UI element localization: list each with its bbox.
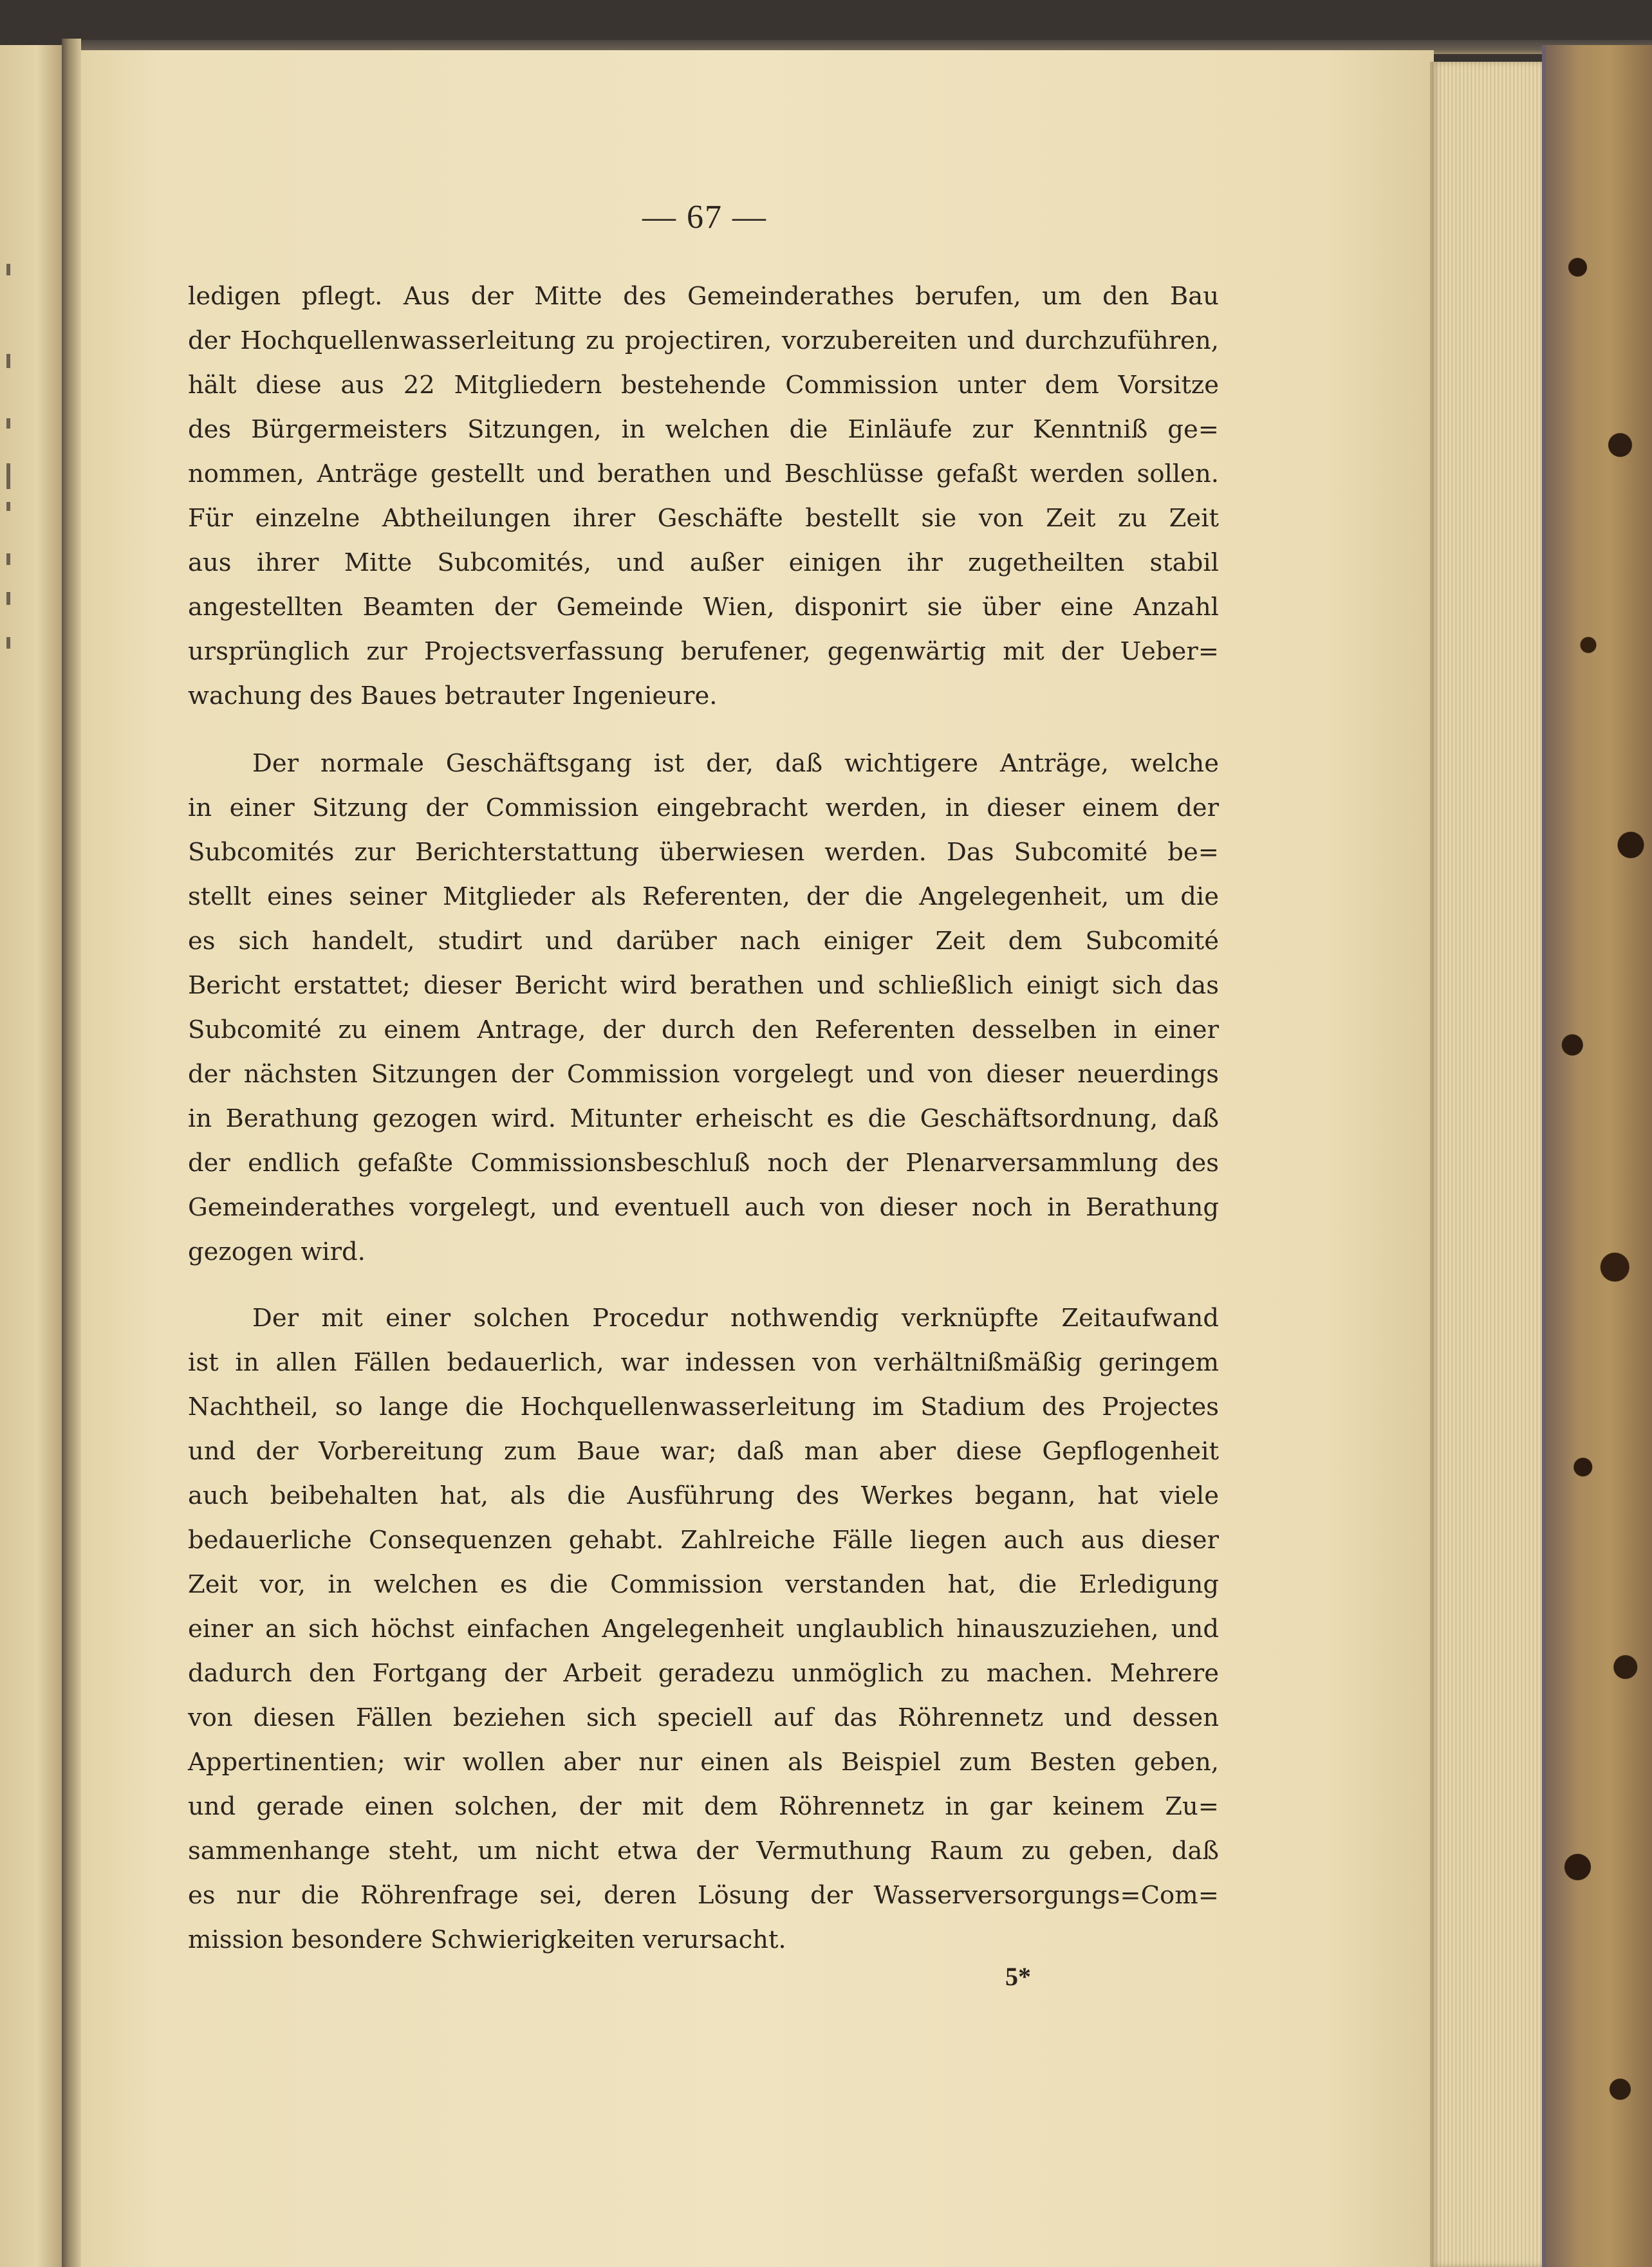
text-line: Der normale Geschäftsgang ist der, daß wichtigere Anträge, welche xyxy=(252,749,1219,778)
text-line: des Bürgermeisters Sitzungen, in welchen die Einläufe zur Kenntniß ge= xyxy=(188,415,1219,444)
bleed-mark xyxy=(6,418,10,429)
text-line: einer an sich höchst einfachen Angelegenheit unglaublich hinauszuziehen, und xyxy=(188,1615,1219,1643)
bleed-mark xyxy=(6,354,10,368)
text-line: Subcomités zur Berichterstattung überwiesen werden. Das Subcomité be= xyxy=(188,838,1219,867)
text-line: angestellten Beamten der Gemeinde Wien, disponirt sie über eine Anzahl xyxy=(188,593,1219,622)
text-line: bedauerliche Consequenzen gehabt. Zahlreiche Fälle liegen auch aus dieser xyxy=(188,1526,1219,1555)
text-line: in Berathung gezogen wird. Mitunter erheischt es die Geschäftsordnung, daß xyxy=(188,1104,1219,1133)
text-line: der endlich gefaßte Commissionsbeschluß noch der Plenarversammlung des xyxy=(188,1149,1219,1178)
text-line: mission besondere Schwierigkeiten verursacht. xyxy=(188,1925,786,1954)
text-line: aus ihrer Mitte Subcomités, und außer einigen ihr zugetheilten stabil xyxy=(188,548,1219,577)
text-line: nommen, Anträge gestellt und berathen und Beschlüsse gefaßt werden sollen. xyxy=(188,459,1219,488)
text-line: sammenhange steht, um nicht etwa der Vermuthung Raum zu geben, daß xyxy=(188,1837,1219,1865)
text-line: Gemeinderathes vorgelegt, und eventuell auch von dieser noch in Berathung xyxy=(188,1193,1219,1222)
text-line: der Hochquellenwasserleitung zu projectiren, vorzubereiten und durchzuführen, xyxy=(188,326,1219,355)
text-line: dadurch den Fortgang der Arbeit geradezu unmöglich zu machen. Mehrere xyxy=(188,1659,1219,1688)
text-line: in einer Sitzung der Commission eingebracht werden, in dieser einem der xyxy=(188,793,1219,822)
gutter-shadow xyxy=(62,39,81,2267)
text-line: hält diese aus 22 Mitgliedern bestehende Commission unter dem Vorsitze xyxy=(188,371,1219,400)
text-line: Der mit einer solchen Procedur nothwendig verknüpfte Zeitaufwand xyxy=(252,1304,1219,1333)
text-line: ursprünglich zur Projectsverfassung berufener, gegenwärtig mit der Ueber= xyxy=(188,637,1219,666)
text-line: Bericht erstattet; dieser Bericht wird berathen und schließlich einigt sich das xyxy=(188,971,1219,1000)
page-block-edge xyxy=(1430,62,1546,2267)
bleed-mark xyxy=(6,463,10,489)
facing-page-edge xyxy=(0,45,62,2267)
paragraph-1 xyxy=(188,274,1219,718)
text-line: Zeit vor, in welchen es die Commission verstanden hat, die Erledigung xyxy=(188,1570,1219,1599)
paragraph-3 xyxy=(188,1296,1219,1962)
bleed-mark xyxy=(6,637,10,649)
text-line: und der Vorbereitung zum Baue war; daß man aber diese Gepflogenheit xyxy=(188,1437,1219,1466)
marbled-cover-board xyxy=(1546,45,1652,2267)
text-line: der nächsten Sitzungen der Commission vorgelegt und von dieser neuerdings xyxy=(188,1060,1219,1089)
text-line: gezogen wird. xyxy=(188,1237,366,1266)
text-line: auch beibehalten hat, als die Ausführung des Werkes begann, hat viele xyxy=(188,1481,1219,1510)
text-line: Nachtheil, so lange die Hochquellenwasserleitung im Stadium des Projectes xyxy=(188,1393,1219,1421)
text-line: Für einzelne Abtheilungen ihrer Geschäfte bestellt sie von Zeit zu Zeit xyxy=(188,504,1219,533)
text-line: es sich handelt, studirt und darüber nach einiger Zeit dem Subcomité xyxy=(188,927,1219,956)
text-line: wachung des Baues betrauter Ingenieure. xyxy=(188,681,718,710)
text-line: stellt eines seiner Mitglieder als Referenten, der die Angelegenheit, um die xyxy=(188,882,1219,911)
bleed-mark xyxy=(6,553,10,565)
text-line: und gerade einen solchen, der mit dem Röhrennetz in gar keinem Zu= xyxy=(188,1792,1219,1821)
text-line: von diesen Fällen beziehen sich speciell auf das Röhrennetz und dessen xyxy=(188,1703,1219,1732)
text-line: ledigen pflegt. Aus der Mitte des Gemeinderathes berufen, um den Bau xyxy=(188,282,1219,311)
bleed-mark xyxy=(6,592,10,605)
bleed-mark xyxy=(6,264,10,275)
page-number: — 67 — xyxy=(642,199,767,236)
text-line: ist in allen Fällen bedauerlich, war indessen von verhältnißmäßig geringem xyxy=(188,1348,1219,1377)
signature-mark: 5* xyxy=(1005,1962,1031,1991)
paragraph-2 xyxy=(188,741,1219,1274)
text-line: Subcomité zu einem Antrage, der durch den Referenten desselben in einer xyxy=(188,1015,1219,1044)
bleed-mark xyxy=(6,502,10,511)
text-line: Appertinentien; wir wollen aber nur einen als Beispiel zum Besten geben, xyxy=(188,1748,1219,1777)
text-line: es nur die Röhrenfrage sei, deren Lösung der Wasserversorgungs=Com= xyxy=(188,1881,1219,1910)
